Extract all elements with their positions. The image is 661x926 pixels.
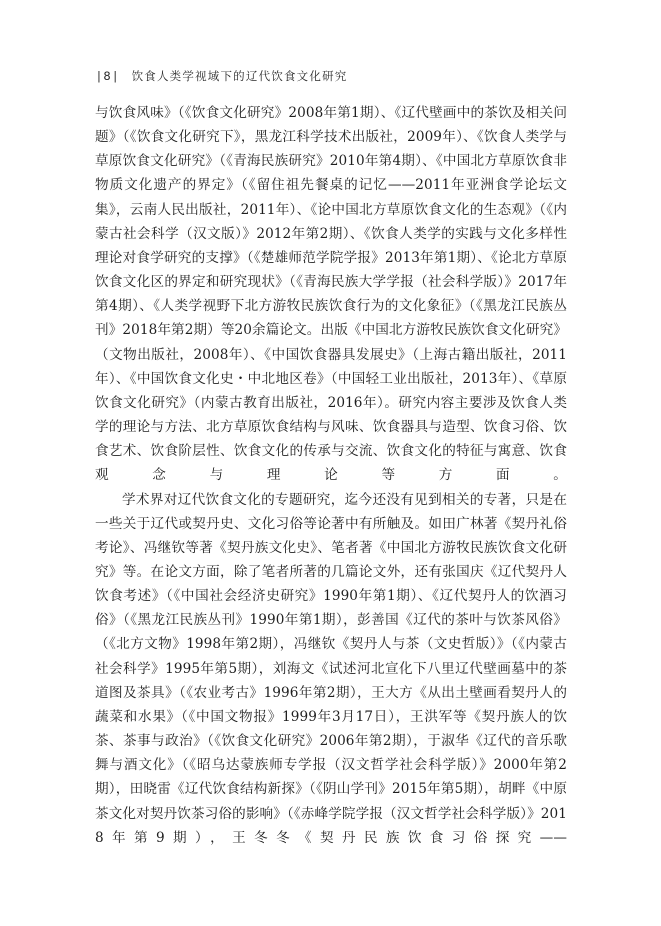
paragraph-2: 学术界对辽代饮食文化的专题研究，迄今还没有见到相关的专著，只是在一些关于辽代或契丹史、文化习俗等论著中有所触及。如田广林著《契丹礼俗考论》、冯继钦等著《契丹族文化史》、笔者著《中国北方游牧民族饮食文化研究》等。在论文方面，除了笔者所著的几篇论文外，还有张国庆《辽代契丹人饮食考述》（《中国社会经济史研究》1990年第1期）、《辽代契丹人的饮酒习俗》（《黑龙江民族丛刊》1990年第1期），彭善国《辽代的茶叶与饮茶风俗》（《北方文物》1998年第2期），冯继钦《契丹人与茶（文史哲版）》（《内蒙古社会科学》1995年第5期），刘海文《试述河北宣化下八里辽代壁画墓中的茶道图及茶具》（《农业考古》1996年第2期），王大方《从出土壁画看契丹人的蔬菜和水果》（《中国文物报》1999年3月17日），王洪军等《契丹族人的饮茶、茶事与政治》（《饮食文化研究》2006年第2期），于淑华《辽代的音乐歌舞与酒文化》（《昭乌达蒙族师专学报（汉文哲学社会科学版）》2000年第2期），田晓雷《辽代饮食结构新探》（《阴山学刊》2015年第5期），胡畔《中原茶文化对契丹饮茶习俗的影响》（《赤峰学院学报（汉文哲学社会科学版）》2018年第9期），王冬冬《契丹民族饮食习俗探究——	[95, 491, 567, 846]
running-title: 饮食人类学视域下的辽代饮食文化研究	[131, 69, 348, 83]
main-text	[95, 101, 567, 850]
page-number: | 8 |	[97, 69, 118, 83]
page-number-value: 8	[103, 69, 112, 83]
paragraph-1: 与饮食风味》（《饮食文化研究》2008年第1期）、《辽代壁画中的茶饮及相关问题》（《饮食文化研究下》，黑龙江科学技术出版社，2009年）、《饮食人类学与草原饮食文化研究》（《青海民族研究》2010年第4期）、《中国北方草原饮食非物质文化遗产的界定》（《留住祖先餐桌的记忆——2011年亚洲食学论坛文集》，云南人民出版社，2011年）、《论中国北方草原饮食文化的生态观》（《内蒙古社会科学（汉文版）》2012年第2期）、《饮食人类学的实践与文化多样性理论对食学研究的支撑》（《楚雄师范学院学报》2013年第1期）、《论北方草原饮食文化区的界定和研究现状》（《青海民族大学学报（社会科学版）》2017年第4期）、《人类学视野下北方游牧民族饮食行为的文化象征》（《黑龙江民族丛刊》2018年第2期）等20余篇论文。出版《中国北方游牧民族饮食文化研究》（文物出版社，2008年）、《中国饮食器具发展史》（上海古籍出版社，2011年）、《中国饮食文化史・中北地区卷》（中国轻工业出版社，2013年）、《草原饮食文化研究》（内蒙古教育出版社，2016年）。研究内容主要涉及饮食人类学的理论与方法、北方草原饮食结构与风味、饮食器具与造型、饮食习俗、饮食艺术、饮食阶层性、饮食文化的传承与交流、饮食文化的特征与寓意、饮食观念与理论等方面。	[95, 105, 567, 484]
running-header	[95, 67, 347, 85]
